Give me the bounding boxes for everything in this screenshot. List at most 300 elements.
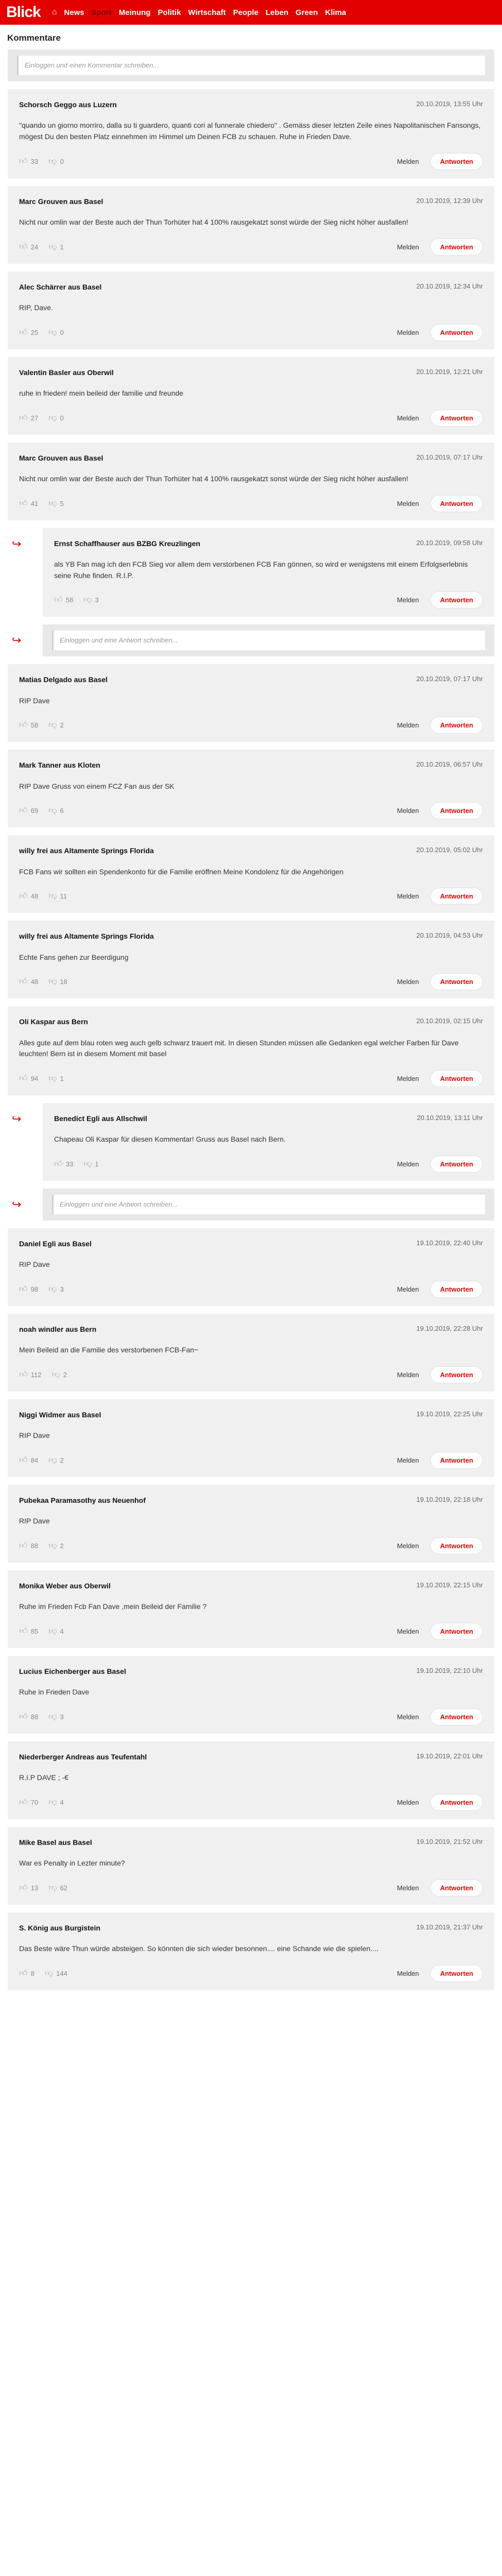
comment-actions xyxy=(397,1879,483,1896)
vote-controls xyxy=(19,891,67,901)
thumbs-down-icon[interactable]: 👎︎ xyxy=(48,1455,57,1465)
comment-date: 19.10.2019, 22:40 Uhr xyxy=(416,1239,483,1247)
comment-actions xyxy=(397,1070,483,1087)
reply-input[interactable]: Einloggen und eine Antwort schreiben... xyxy=(52,1195,485,1214)
vote-controls xyxy=(19,1284,64,1294)
thumbs-up-icon[interactable]: 👍︎ xyxy=(19,892,28,901)
reply-arrow-icon: ↪ xyxy=(12,1112,22,1125)
report-button[interactable]: Melden xyxy=(397,1456,419,1464)
comment-actions xyxy=(397,802,483,819)
comment-author[interactable]: S. König aus Burgistein xyxy=(19,1923,100,1932)
reply-button[interactable]: Antworten xyxy=(430,1452,483,1469)
comment-date: 19.10.2019, 22:01 Uhr xyxy=(416,1752,483,1760)
report-button[interactable]: Melden xyxy=(397,807,419,815)
thumbs-down-icon[interactable]: 👎︎ xyxy=(51,1370,60,1379)
like-count: 58 xyxy=(65,596,74,604)
vote-controls xyxy=(19,977,67,987)
reply-button[interactable]: Antworten xyxy=(430,153,483,170)
vote-controls xyxy=(19,1370,67,1380)
comment-text: Ruhe im Frieden Fcb Fan Dave ,mein Beileid der Familie ? xyxy=(19,1602,207,1611)
comment-author[interactable]: Benedict Egli aus Allschwil xyxy=(54,1114,147,1123)
comment-author[interactable]: Pubekaa Paramasothy aus Neuenhof xyxy=(19,1496,146,1504)
report-button[interactable]: Melden xyxy=(397,1541,419,1550)
like-count: 8 xyxy=(30,1969,34,1977)
like-count: 69 xyxy=(30,807,39,815)
thumbs-down-icon[interactable]: 👎︎ xyxy=(48,1712,57,1721)
report-button[interactable]: Melden xyxy=(397,1969,419,1977)
comment-header xyxy=(19,1581,483,1591)
comment-author[interactable]: Alec Schärrer aus Basel xyxy=(19,282,102,291)
comment-text: War es Penalty in Lezter minute? xyxy=(19,1859,125,1868)
dislike-count: 62 xyxy=(60,1884,67,1892)
nav-item-news[interactable]: News xyxy=(64,8,84,17)
comment-actions xyxy=(397,1281,483,1298)
report-button[interactable]: Melden xyxy=(397,1798,419,1806)
nav-item-green[interactable]: Green xyxy=(296,8,318,17)
comment-header xyxy=(19,674,483,685)
like-count: 41 xyxy=(30,499,39,507)
comment-text: FCB Fans wir sollten ein Spendenkonto für die Familie eröffnen Meine Kondolenz für die Angehörigen xyxy=(19,867,344,876)
thumbs-up-icon[interactable]: 👍︎ xyxy=(19,1626,28,1636)
comment-text: als YB Fan mag ich den FCB Sieg vor allem dem verstorbenen FCB Fan gönnen, so wird er wenigstens mit einem Erfolgserlebnis seine Ruhe finden. R.I.P. xyxy=(54,560,468,580)
thumbs-up-icon[interactable]: 👍︎ xyxy=(19,1883,28,1892)
thumbs-down-icon[interactable]: 👎︎ xyxy=(48,499,57,508)
thumbs-down-icon[interactable]: 👎︎ xyxy=(48,328,57,337)
reply-input[interactable]: Einloggen und eine Antwort schreiben... xyxy=(52,631,485,650)
reply-button[interactable]: Antworten xyxy=(430,717,483,734)
like-count: 85 xyxy=(30,1627,39,1635)
vote-controls xyxy=(19,1969,67,1978)
reply-button[interactable]: Antworten xyxy=(430,1623,483,1640)
reply-button[interactable]: Antworten xyxy=(430,410,483,427)
comment-footer xyxy=(19,1879,483,1896)
comment-author[interactable]: Daniel Egli aus Basel xyxy=(19,1239,92,1248)
report-button[interactable]: Melden xyxy=(397,596,419,604)
comment-author[interactable]: Niederberger Andreas aus Teufentahl xyxy=(19,1752,147,1761)
comment-header xyxy=(19,931,483,941)
dislike-count: 0 xyxy=(60,157,64,165)
blick-logo[interactable]: Blick xyxy=(6,4,41,21)
comment-author[interactable]: Lucius Eichenberger aus Basel xyxy=(19,1667,126,1675)
comment-author[interactable]: Matias Delgado aus Basel xyxy=(19,675,108,684)
reply-button[interactable]: Antworten xyxy=(430,1879,483,1896)
comment-actions xyxy=(397,239,483,256)
comment-author[interactable]: Oli Kaspar aus Bern xyxy=(19,1018,88,1026)
comment-date: 20.10.2019, 05:02 Uhr xyxy=(416,846,483,854)
comment-card xyxy=(8,1570,494,1648)
comment-date: 20.10.2019, 12:39 Uhr xyxy=(416,196,483,205)
thumbs-up-icon[interactable]: 👍︎ xyxy=(19,721,28,730)
like-count: 48 xyxy=(30,978,39,986)
comment-footer xyxy=(19,1965,483,1982)
comment-input[interactable]: Einloggen und einen Kommentar schreiben... xyxy=(17,56,485,75)
thumbs-down-icon[interactable]: 👎︎ xyxy=(48,1284,57,1294)
like-count: 70 xyxy=(30,1798,39,1806)
like-count: 112 xyxy=(30,1370,42,1379)
thumbs-down-icon[interactable]: 👎︎ xyxy=(44,1969,54,1978)
reply-button[interactable]: Antworten xyxy=(430,888,483,905)
reply-composer xyxy=(43,624,494,656)
thumbs-up-icon[interactable]: 👍︎ xyxy=(19,1074,28,1083)
comment-text: RIP Dave xyxy=(19,696,50,705)
dislike-count: 4 xyxy=(60,1627,64,1635)
dislike-count: 6 xyxy=(60,807,64,815)
like-count: 33 xyxy=(65,1160,74,1168)
comment-footer xyxy=(19,1070,483,1087)
comment-card xyxy=(8,1228,494,1306)
comment-actions xyxy=(397,324,483,341)
vote-controls xyxy=(19,720,64,730)
comment-date: 20.10.2019, 04:53 Uhr xyxy=(416,931,483,940)
reply-composer-row xyxy=(8,1189,494,1221)
comment-header xyxy=(19,282,483,292)
comment-author[interactable]: Mark Tanner aus Kloten xyxy=(19,761,100,770)
reply-button[interactable]: Antworten xyxy=(430,324,483,341)
reply-button[interactable]: Antworten xyxy=(430,1070,483,1087)
dislike-count: 11 xyxy=(60,892,67,901)
comment-composer xyxy=(8,49,494,81)
thumbs-down-icon[interactable]: 👎︎ xyxy=(48,1074,57,1083)
vote-controls xyxy=(19,1074,64,1083)
comment-text: Chapeau Oli Kaspar für diesen Kommentar! Gruss aus Basel nach Bern. xyxy=(54,1135,286,1144)
comment-text: Echte Fans gehen zur Beerdigung xyxy=(19,953,129,961)
comment-header xyxy=(19,99,483,110)
comment-header xyxy=(54,538,483,549)
reply-button[interactable]: Antworten xyxy=(430,239,483,256)
comment-actions xyxy=(397,888,483,905)
comment-actions xyxy=(397,591,483,608)
comment-footer xyxy=(19,1794,483,1811)
comment-header xyxy=(19,1666,483,1676)
comment-list xyxy=(8,49,494,1990)
comment-text: Nicht nur omlin war der Beste auch der Thun Torhüter hat 4 100% rausgekatzt sonst würde der Sieg nicht höher ausfallen! xyxy=(19,474,408,483)
thumbs-down-icon[interactable]: 👎︎ xyxy=(48,721,57,730)
report-button[interactable]: Melden xyxy=(397,892,419,901)
like-count: 25 xyxy=(30,328,39,336)
report-button[interactable]: Melden xyxy=(397,157,419,165)
comment-author[interactable]: Monika Weber aus Oberwil xyxy=(19,1581,111,1590)
comment-text: ruhe in frieden! mein beileid der familie und freunde xyxy=(19,388,184,397)
report-button[interactable]: Melden xyxy=(397,499,419,507)
comment-date: 20.10.2019, 12:34 Uhr xyxy=(416,282,483,290)
comment-footer xyxy=(19,1708,483,1725)
comment-text: Mein Beileid an die Familie des verstorbenen FCB-Fan~ xyxy=(19,1346,199,1354)
report-button[interactable]: Melden xyxy=(397,328,419,336)
thumbs-up-icon[interactable]: 👍︎ xyxy=(19,157,28,166)
thumbs-down-icon[interactable]: 👎︎ xyxy=(48,1883,57,1892)
comment-author[interactable]: Marc Grouven aus Basel xyxy=(19,197,103,206)
comment-date: 20.10.2019, 13:11 Uhr xyxy=(417,1113,483,1122)
vote-controls xyxy=(19,1883,67,1893)
comment-actions xyxy=(397,1452,483,1469)
comment-date: 19.10.2019, 22:28 Uhr xyxy=(416,1324,483,1332)
thumbs-up-icon[interactable]: 👍︎ xyxy=(54,1159,63,1168)
comment-header xyxy=(19,1016,483,1027)
thumbs-up-icon[interactable]: 👍︎ xyxy=(19,1370,28,1379)
report-button[interactable]: Melden xyxy=(397,1370,419,1379)
comment-header xyxy=(54,1113,483,1124)
dislike-count: 1 xyxy=(95,1160,99,1168)
like-count: 27 xyxy=(30,414,39,422)
comment-text: Alles gute auf dem blau roten weg auch gelb schwarz trauert mit. In diesen Stunden müssen alle Gedanken egal welcher Farben für Dave leuchten! Bern ist in diesem Moment mit basel xyxy=(19,1038,459,1058)
dislike-count: 2 xyxy=(63,1370,67,1379)
comment-author[interactable]: Marc Grouven aus Basel xyxy=(19,453,103,462)
thumbs-down-icon[interactable]: 👎︎ xyxy=(48,413,57,422)
comments-section-title: Kommentare xyxy=(7,33,61,43)
comment-actions xyxy=(397,410,483,427)
vote-controls xyxy=(19,242,64,252)
comment-card xyxy=(8,1399,494,1477)
comment-card xyxy=(8,835,494,913)
like-count: 58 xyxy=(30,721,39,730)
comment-footer xyxy=(19,153,483,170)
dislike-count: 2 xyxy=(60,1541,64,1550)
comment-header xyxy=(19,1324,483,1334)
dislike-count: 2 xyxy=(60,721,64,730)
comment-text: Ruhe in Frieden Dave xyxy=(19,1688,90,1697)
dislike-count: 1 xyxy=(60,1074,64,1082)
thumbs-down-icon[interactable]: 👎︎ xyxy=(48,892,57,901)
comment-card xyxy=(8,1314,494,1392)
comment-card xyxy=(8,664,494,742)
comment-card xyxy=(8,1485,494,1563)
top-navigation-bar xyxy=(0,0,502,25)
reply-thread xyxy=(8,528,494,617)
comment-author[interactable]: Mike Basel aus Basel xyxy=(19,1838,92,1846)
comment-text: "quando un giorno morriro, dalla su ti guardero, quanti cori al funnerale chiedero" . Gemäss dieser letzten Zeile eines Napolitanischen Fansongs, mögest Du den besten Platz einnehmen im Himmel um Deinen FCB zu schauen. Ruhe in Frieden Dave. xyxy=(19,121,481,141)
comment-author[interactable]: Niggi Widmer aus Basel xyxy=(19,1410,101,1419)
comment-header xyxy=(19,1752,483,1762)
nav-item-leben[interactable]: Leben xyxy=(265,8,289,17)
thumbs-down-icon[interactable]: 👎︎ xyxy=(48,157,57,166)
comment-footer xyxy=(19,888,483,905)
comment-card xyxy=(8,443,494,520)
comment-header xyxy=(19,196,483,207)
thumbs-up-icon[interactable]: 👍︎ xyxy=(54,596,63,605)
dislike-count: 18 xyxy=(60,978,67,986)
comment-card xyxy=(43,528,494,617)
comment-actions xyxy=(397,153,483,170)
comment-actions xyxy=(397,1708,483,1725)
reply-button[interactable]: Antworten xyxy=(430,1156,483,1173)
comment-actions xyxy=(397,1366,483,1383)
comment-footer xyxy=(19,495,483,512)
comment-date: 19.10.2019, 22:25 Uhr xyxy=(416,1410,483,1418)
home-icon[interactable]: ⌂ xyxy=(51,8,57,16)
nav-item-klima[interactable]: Klima xyxy=(325,8,347,17)
reply-button[interactable]: Antworten xyxy=(430,591,483,608)
report-button[interactable]: Melden xyxy=(397,978,419,986)
thumbs-up-icon[interactable]: 👍︎ xyxy=(19,413,28,422)
reply-button[interactable]: Antworten xyxy=(430,1708,483,1725)
comment-footer xyxy=(19,973,483,990)
thumbs-up-icon[interactable]: 👍︎ xyxy=(19,1969,28,1978)
comment-footer xyxy=(19,1452,483,1469)
comment-header xyxy=(19,1923,483,1933)
comment-author[interactable]: Valentin Basler aus Oberwil xyxy=(19,368,114,377)
reply-button[interactable]: Antworten xyxy=(430,1965,483,1982)
dislike-count: 3 xyxy=(95,596,99,604)
reply-button[interactable]: Antworten xyxy=(430,973,483,990)
dislike-count: 5 xyxy=(60,499,64,507)
comment-date: 20.10.2019, 13:55 Uhr xyxy=(416,100,483,108)
thumbs-down-icon[interactable]: 👎︎ xyxy=(48,806,57,816)
dislike-count: 3 xyxy=(60,1285,64,1293)
vote-controls xyxy=(54,1159,99,1169)
report-button[interactable]: Melden xyxy=(397,1285,419,1293)
comment-card xyxy=(8,1741,494,1819)
comment-date: 20.10.2019, 02:15 Uhr xyxy=(416,1017,483,1025)
nav-item-sport[interactable]: Sport xyxy=(91,8,112,17)
comment-actions xyxy=(397,1794,483,1811)
comment-header xyxy=(19,760,483,770)
comment-footer xyxy=(19,1623,483,1640)
thumbs-up-icon[interactable]: 👍︎ xyxy=(19,1284,28,1294)
comment-text: Das Beste wäre Thun würde absteigen. So könnten die sich wieder besonnen.... eine Schande wie die spielen.... xyxy=(19,1944,378,1953)
reply-arrow-icon: ↪ xyxy=(12,537,22,550)
comment-card xyxy=(8,186,494,264)
vote-controls xyxy=(19,1455,64,1465)
comment-card xyxy=(8,1912,494,1990)
comment-author[interactable]: Ernst Schaffhauser aus BZBG Kreuzlingen xyxy=(54,539,200,548)
vote-controls xyxy=(19,499,64,509)
comment-actions xyxy=(397,1965,483,1982)
thumbs-up-icon[interactable]: 👍︎ xyxy=(19,806,28,816)
comment-text: RIP Dave Gruss von einem FCZ Fan aus der SK xyxy=(19,782,175,790)
comment-author[interactable]: willy frei aus Altamente Springs Florida xyxy=(19,932,154,941)
reply-button[interactable]: Antworten xyxy=(430,1537,483,1554)
dislike-count: 2 xyxy=(60,1456,64,1464)
reply-thread xyxy=(8,1103,494,1181)
thumbs-down-icon[interactable]: 👎︎ xyxy=(83,596,92,605)
report-button[interactable]: Melden xyxy=(397,243,419,251)
comment-date: 19.10.2019, 21:52 Uhr xyxy=(416,1837,483,1845)
comment-footer xyxy=(19,1281,483,1298)
comment-date: 19.10.2019, 21:37 Uhr xyxy=(416,1923,483,1931)
comment-header xyxy=(19,367,483,378)
vote-controls xyxy=(19,157,64,166)
nav-item-people[interactable]: People xyxy=(233,8,258,17)
thumbs-up-icon[interactable]: 👍︎ xyxy=(19,1798,28,1807)
thumbs-up-icon[interactable]: 👍︎ xyxy=(19,1541,28,1550)
nav-item-wirtschaft[interactable]: Wirtschaft xyxy=(188,8,226,17)
report-button[interactable]: Melden xyxy=(397,1713,419,1721)
thumbs-down-icon[interactable]: 👎︎ xyxy=(48,1541,57,1550)
comment-date: 20.10.2019, 07:17 Uhr xyxy=(416,675,483,683)
comment-footer xyxy=(54,591,483,608)
comment-date: 19.10.2019, 22:10 Uhr xyxy=(416,1666,483,1674)
thumbs-up-icon[interactable]: 👍︎ xyxy=(19,1712,28,1721)
like-count: 13 xyxy=(30,1884,39,1892)
report-button[interactable]: Melden xyxy=(397,1074,419,1082)
thumbs-down-icon[interactable]: 👎︎ xyxy=(48,977,57,987)
report-button[interactable]: Melden xyxy=(397,721,419,730)
reply-composer xyxy=(43,1189,494,1221)
vote-controls xyxy=(19,328,64,337)
comment-author[interactable]: Schorsch Geggo aus Luzern xyxy=(19,100,117,109)
thumbs-up-icon[interactable]: 👍︎ xyxy=(19,242,28,251)
comment-footer xyxy=(19,239,483,256)
like-count: 24 xyxy=(30,243,39,251)
comment-card xyxy=(8,89,494,178)
comment-actions xyxy=(397,973,483,990)
reply-button[interactable]: Antworten xyxy=(430,495,483,512)
vote-controls xyxy=(19,1798,64,1807)
dislike-count: 0 xyxy=(60,328,64,336)
comment-actions xyxy=(397,1156,483,1173)
comment-actions xyxy=(397,1623,483,1640)
report-button[interactable]: Melden xyxy=(397,1160,419,1168)
like-count: 88 xyxy=(30,1713,39,1721)
thumbs-up-icon[interactable]: 👍︎ xyxy=(19,328,28,337)
reply-arrow-icon: ↪ xyxy=(12,1197,22,1211)
comment-text: RIP Dave xyxy=(19,1517,50,1526)
like-count: 48 xyxy=(30,892,39,901)
thumbs-down-icon[interactable]: 👎︎ xyxy=(48,1798,57,1807)
comment-text: RIP Dave xyxy=(19,1260,50,1269)
comment-footer xyxy=(54,1156,483,1173)
nav-item-meinung[interactable]: Meinung xyxy=(118,8,151,17)
dislike-count: 0 xyxy=(60,414,64,422)
dislike-count: 144 xyxy=(56,1969,67,1977)
comment-text: R.I.P DAVE ; -€ xyxy=(19,1773,68,1782)
thumbs-up-icon[interactable]: 👍︎ xyxy=(19,1455,28,1465)
reply-button[interactable]: Antworten xyxy=(430,1794,483,1811)
comment-footer xyxy=(19,410,483,427)
comment-author[interactable]: willy frei aus Altamente Springs Florida xyxy=(19,846,154,855)
comment-text: RIP Dave xyxy=(19,1431,50,1440)
like-count: 84 xyxy=(30,1456,39,1464)
comment-card xyxy=(8,1656,494,1734)
reply-button[interactable]: Antworten xyxy=(430,1366,483,1383)
vote-controls xyxy=(19,1626,64,1636)
thumbs-up-icon[interactable]: 👍︎ xyxy=(19,499,28,508)
reply-button[interactable]: Antworten xyxy=(430,1281,483,1298)
comment-card xyxy=(8,357,494,435)
comment-date: 19.10.2019, 22:15 Uhr xyxy=(416,1581,483,1589)
comment-footer xyxy=(19,1537,483,1554)
comment-actions xyxy=(397,717,483,734)
like-count: 94 xyxy=(30,1074,39,1082)
report-button[interactable]: Melden xyxy=(397,414,419,422)
comment-author[interactable]: noah windler aus Bern xyxy=(19,1325,97,1333)
nav-item-politik[interactable]: Politik xyxy=(158,8,181,17)
comment-header xyxy=(19,1837,483,1848)
like-count: 33 xyxy=(30,157,39,165)
vote-controls xyxy=(54,595,99,605)
report-button[interactable]: Melden xyxy=(397,1627,419,1635)
thumbs-down-icon[interactable]: 👎︎ xyxy=(83,1159,92,1168)
comment-card xyxy=(8,272,494,349)
comment-date: 20.10.2019, 12:21 Uhr xyxy=(416,367,483,376)
comment-header xyxy=(19,1239,483,1249)
comment-card xyxy=(8,1006,494,1095)
reply-composer-row xyxy=(8,624,494,656)
dislike-count: 4 xyxy=(60,1798,64,1806)
comment-footer xyxy=(19,717,483,734)
comment-header xyxy=(19,1495,483,1505)
dislike-count: 3 xyxy=(60,1713,64,1721)
comment-card xyxy=(43,1103,494,1181)
reply-button[interactable]: Antworten xyxy=(430,802,483,819)
comment-card xyxy=(8,1827,494,1905)
comment-actions xyxy=(397,495,483,512)
thumbs-down-icon[interactable]: 👎︎ xyxy=(48,1626,57,1636)
report-button[interactable]: Melden xyxy=(397,1884,419,1892)
vote-controls xyxy=(19,1541,64,1551)
thumbs-up-icon[interactable]: 👍︎ xyxy=(19,977,28,987)
thumbs-down-icon[interactable]: 👎︎ xyxy=(48,242,57,251)
